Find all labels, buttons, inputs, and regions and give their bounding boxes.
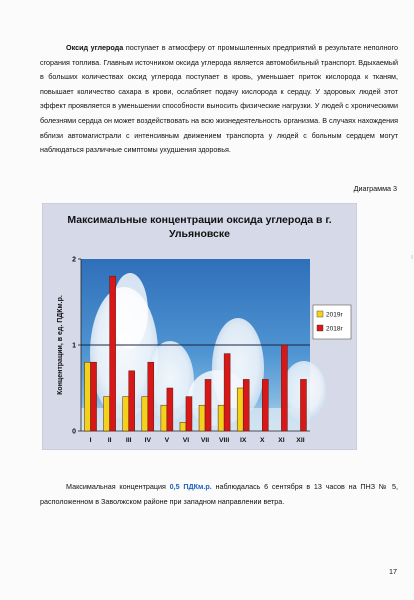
bar-2018г-VIII (224, 354, 230, 431)
x-tick-label: VII (200, 437, 210, 444)
y-axis-label: Концентрации, в ед. ПДКм.р. (57, 295, 64, 395)
bar-2019г-II (104, 397, 110, 431)
scan-mark (411, 255, 413, 259)
bar-2019г-I (85, 362, 91, 431)
x-tick-label: XI (278, 437, 285, 444)
bar-2019г-VIII (218, 405, 224, 431)
bar-2018г-IX (243, 379, 249, 431)
x-tick-label: VIII (219, 437, 230, 444)
legend-swatch (317, 325, 323, 331)
term-bold: Оксид углерода (66, 43, 124, 52)
x-tick-label: V (164, 437, 170, 444)
paragraph-max-concentration (40, 479, 398, 509)
x-tick-label: IV (144, 437, 152, 444)
x-tick-label: III (125, 437, 132, 444)
x-tick-label: II (107, 437, 112, 444)
bar-2019г-IX (237, 388, 243, 431)
x-tick-label: X (260, 437, 265, 444)
bar-2019г-V (161, 405, 167, 431)
page-number: 17 (389, 567, 397, 576)
legend-label: 2018г (326, 325, 343, 333)
bar-2018г-III (129, 371, 135, 431)
bar-2018г-IV (148, 362, 154, 431)
legend-label: 2019г (326, 311, 343, 319)
x-tick-label: VI (182, 437, 190, 444)
bar-2019г-IV (142, 397, 148, 431)
bar-2019г-VII (199, 405, 205, 431)
bar-2018г-X (262, 379, 268, 431)
y-tick-label: 1 (72, 342, 76, 350)
legend-swatch (317, 311, 323, 317)
bar-2018г-XI (281, 345, 287, 431)
y-tick-label: 2 (72, 256, 76, 264)
bar-2018г-VII (205, 379, 211, 431)
bar-2019г-VI (180, 422, 186, 431)
x-tick-label: IX (239, 437, 247, 444)
bar-2018г-V (167, 388, 173, 431)
tree-shape (112, 273, 148, 349)
bar-2018г-II (110, 276, 116, 431)
bar-2018г-VI (186, 397, 192, 431)
y-tick-label: 0 (72, 428, 76, 436)
bar-2019г-III (123, 397, 129, 431)
bar-2018г-I (91, 362, 97, 431)
diagram-caption: Диаграмма 3 (353, 184, 397, 193)
bar-2018г-XII (300, 379, 306, 431)
paragraph-carbon-monoxide (40, 41, 398, 158)
chart-container (42, 203, 357, 450)
chart-legend (313, 305, 351, 339)
legend-box (313, 305, 351, 339)
x-tick-label: XII (296, 437, 305, 444)
paragraph-text: поступает в атмосферу от промышленных предприятий в результате неполного сгорания топлива. Главным источником оксида углерода является автомобильный транспорт. Вдыхаемый в больших количествах оксид углерода поступает в кровь, уменьшает приток кислорода к тканям, повышает количество сахара в крови, ослабляет подачу кислорода к сердцу. У здоровых людей этот эффект проявляется в уменьшении способности выносить физические нагрузки. У людей с хроническими болезнями сердца он может воздействовать на всю жизнедеятельность организма. В случаях нахождения вблизи автомагистрали с интенсивным движением транспорта у людей с больным сердцем могут наблюдаться различные симптомы ухудшения здоровья. (40, 43, 398, 155)
x-tick-label: I (89, 437, 92, 444)
paragraph-text: Максимальная концентрация (66, 482, 166, 491)
chart-title: Максимальные концентрации оксида углерода в г. Ульяновске (67, 214, 332, 240)
paragraph-text: наблюдалась 6 сентября в 13 часов на ПНЗ № 5, расположенном в Заволжском районе при западном направлении ветра. (40, 482, 398, 506)
concentration-value: 0,5 ПДКм.р. (169, 482, 212, 491)
